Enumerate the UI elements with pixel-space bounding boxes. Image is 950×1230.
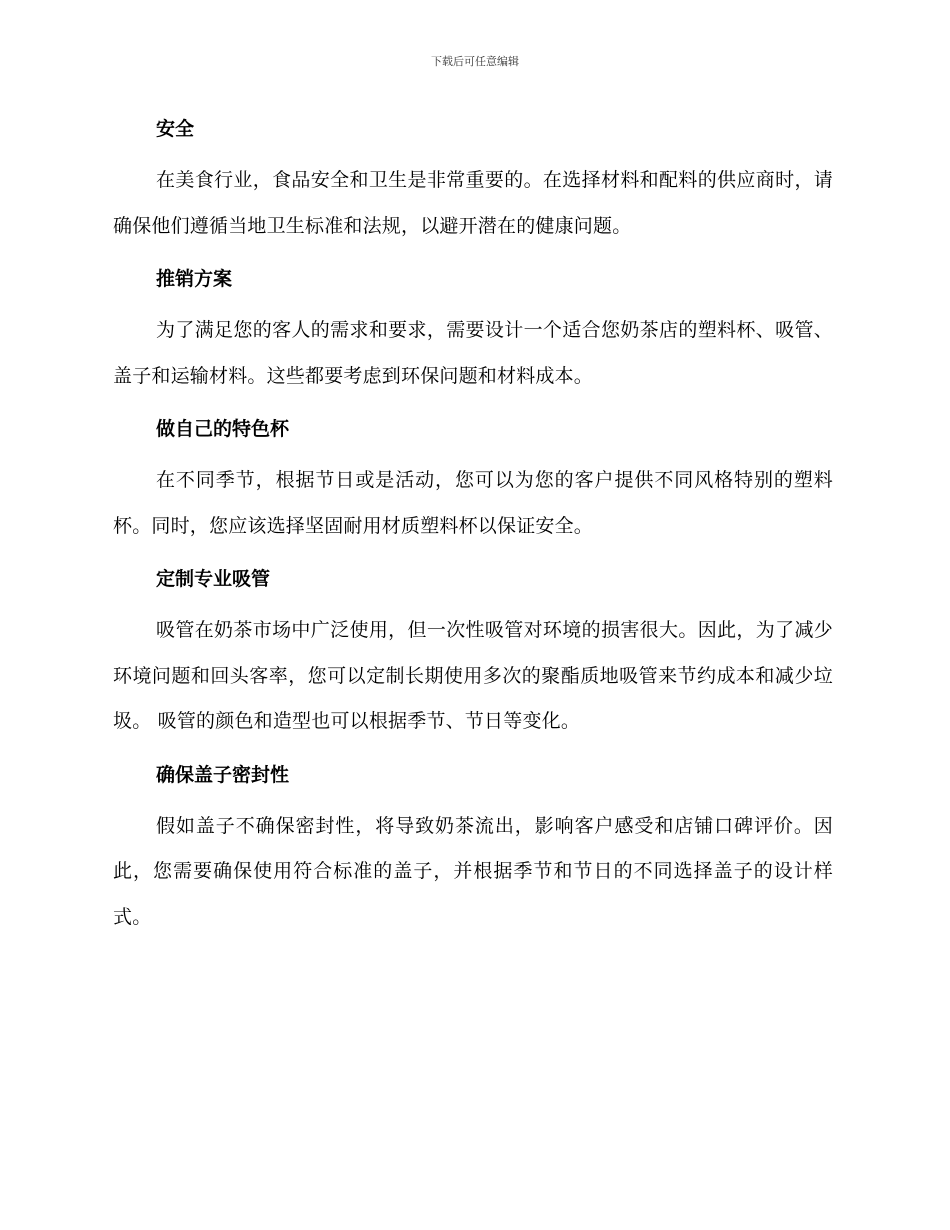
section-paragraph: 吸管在奶茶市场中广泛使用，但一次性吸管对环境的损害很大。因此，为了减少环境问题和回头客率，您可以定制长期使用多次的聚酯质地吸管来节约成本和减少垃圾。 吸管的颜色和造型也可以根据季节、节日等变化。: [113, 619, 833, 732]
section-heading: 确保盖子密封性: [156, 763, 290, 786]
section-lid-seal: [113, 758, 833, 941]
section-heading: 做自己的特色杯: [156, 418, 290, 440]
section-heading: 推销方案: [156, 268, 233, 290]
section-promotion-plan: [113, 262, 833, 399]
section-paragraph: 为了满足您的客人的需求和要求，需要设计一个适合您奶茶店的塑料杯、吸管、盖子和运输材料。这些都要考虑到环保问题和材料成本。: [113, 319, 833, 387]
document-body: [113, 112, 833, 953]
section-paragraph: 在美食行业，食品安全和卫生是非常重要的。在选择材料和配料的供应商时，请确保他们遵循当地卫生标准和法规，以避开潜在的健康问题。: [113, 169, 833, 237]
page-header: 下载后可任意编辑: [431, 55, 519, 68]
section-paragraph: 在不同季节，根据节日或是活动，您可以为您的客户提供不同风格特别的塑料杯。同时，您应该选择坚固耐用材质塑料杯以保证安全。: [113, 469, 833, 537]
section-heading: 安全: [156, 118, 195, 140]
section-safety: [113, 112, 833, 249]
section-paragraph: 假如盖子不确保密封性，将导致奶茶流出，影响客户感受和店铺口碑评价。因此，您需要确保使用符合标准的盖子，并根据季节和节日的不同选择盖子的设计样式。: [113, 814, 833, 928]
section-signature-cup: [113, 412, 833, 549]
section-heading: 定制专业吸管: [156, 568, 271, 590]
section-custom-straw: [113, 562, 833, 745]
